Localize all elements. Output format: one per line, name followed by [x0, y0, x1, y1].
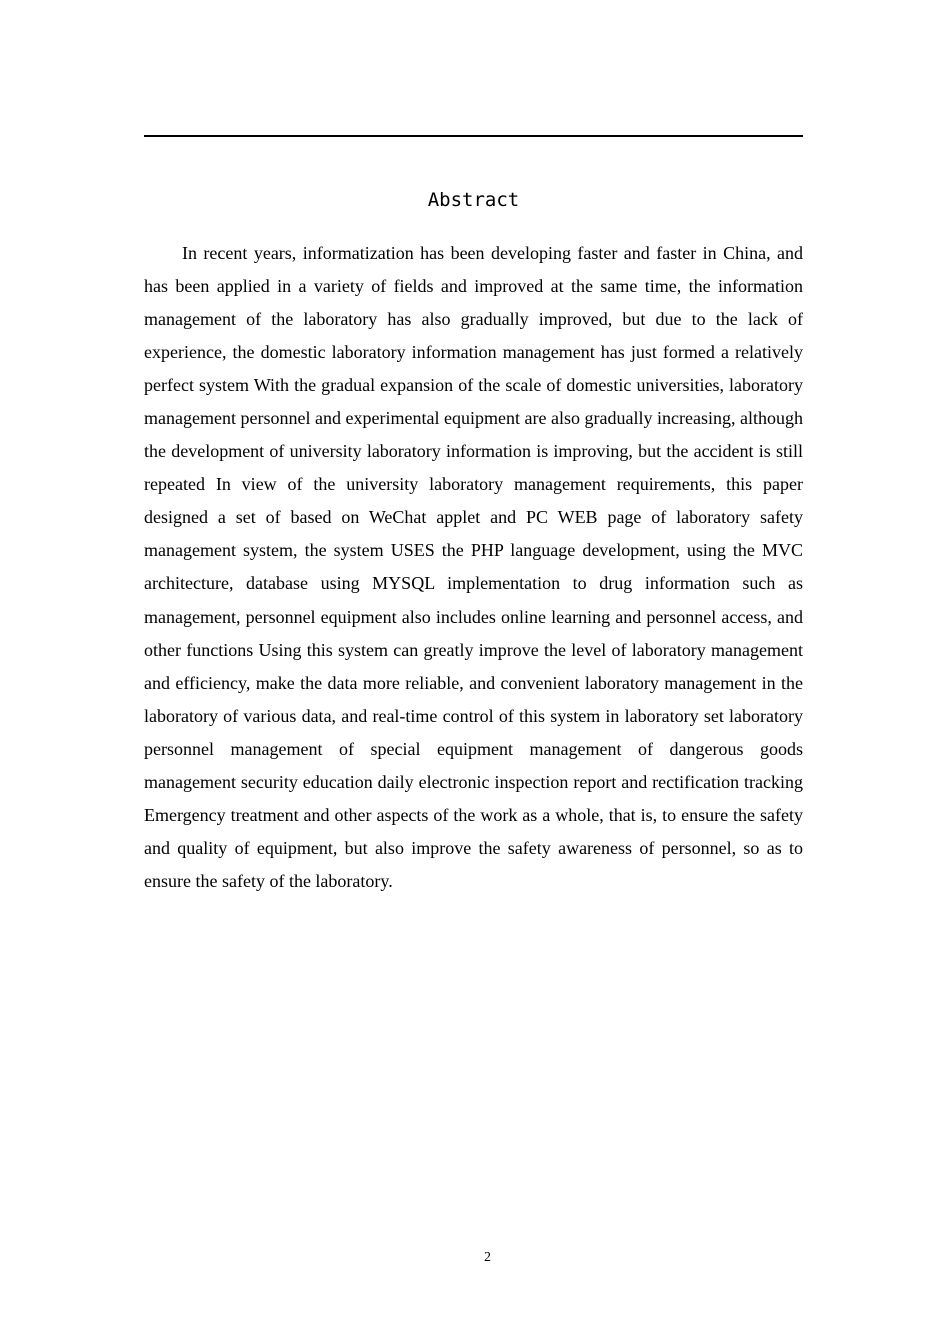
abstract-title: Abstract: [427, 189, 520, 211]
header-rule: [144, 135, 803, 137]
page-number: 2: [484, 1250, 491, 1265]
abstract-body: In recent years, informatization has been developing faster and faster in China, and has been applied in a variety of fields and improved at the same time, the information management of the laboratory has also gradually improved, but due to the lack of experience, the domestic laboratory information management has just formed a relatively perfect system With the gradual expansion of the scale of domestic universities, laboratory management personnel and experimental equipment are also gradually increasing, although the development of university laboratory information is improving, but the accident is still repeated In view of the university laboratory management requirements, this paper designed a set of based on WeChat applet and PC WEB page of laboratory safety management system, the system USES the PHP language development, using the MVC architecture, database using MYSQL implementation to drug information such as management, personnel equipment also includes online learning and personnel access, and other functions Using this system can greatly improve the level of laboratory management and efficiency, make the data more reliable, and convenient laboratory management in the laboratory of various data, and real-time control of this system in laboratory set laboratory personnel management of special equipment management of dangerous goods management security education daily electronic inspection report and rectification tracking Emergency treatment and other aspects of the work as a whole, that is, to ensure the safety and quality of equipment, but also improve the safety awareness of personnel, so as to ensure the safety of the laboratory.: [144, 243, 803, 891]
